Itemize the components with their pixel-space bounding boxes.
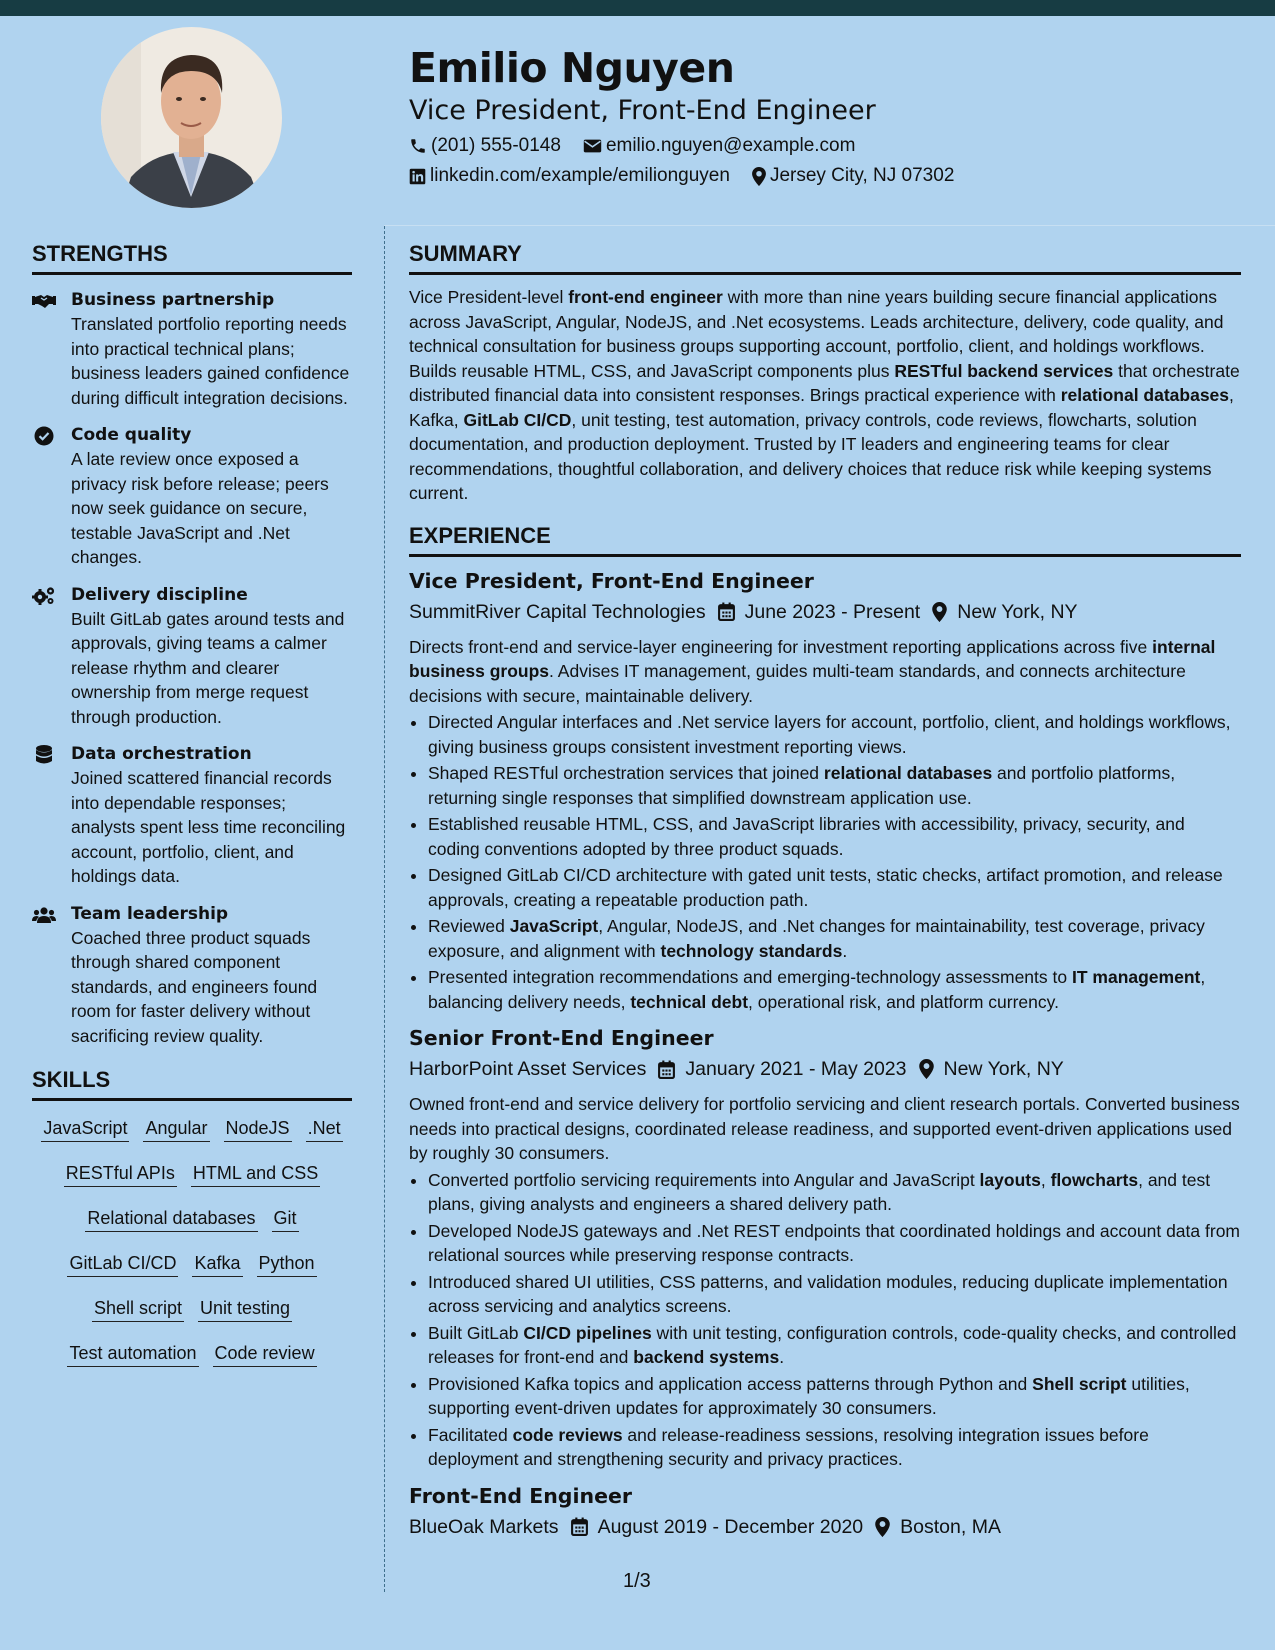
text-run: Designed GitLab CI/CD architecture with gated unit tests, static checks, artifact promotion, and release approvals, creating a repeatable production path. xyxy=(428,865,1223,910)
skill-tag: Unit testing xyxy=(198,1297,292,1322)
emphasis-text: RESTful backend services xyxy=(894,360,1114,381)
skill-tag: JavaScript xyxy=(41,1117,129,1142)
emphasis-text: internal business groups xyxy=(409,636,1216,681)
strength-item xyxy=(32,583,352,730)
experience-heading: EXPERIENCE xyxy=(409,522,551,548)
handshake-icon xyxy=(32,291,56,311)
emphasis-text: CI/CD pipelines xyxy=(523,1322,652,1343)
emphasis-text: backend systems xyxy=(633,1347,780,1367)
strength-description: Translated portfolio reporting needs into practical technical plans; business leaders gained confidence during difficult integration decisions. xyxy=(71,314,350,408)
experience-list xyxy=(409,567,1241,1540)
text-run: , Angular, NodeJS, and .Net changes for maintainability, test coverage, privacy exposure, and alignment with xyxy=(428,916,1205,961)
job-location: New York, NY xyxy=(957,600,1078,623)
skill-row xyxy=(32,1207,352,1232)
emphasis-text: front-end engineer xyxy=(568,287,723,307)
map-pin-icon xyxy=(919,1059,934,1079)
emphasis-text: layouts xyxy=(979,1169,1041,1190)
bullet-item xyxy=(428,761,1241,810)
text-run: Directs front-end and service-layer engineering for investment reporting applications across five xyxy=(409,636,1153,657)
emphasis-text: relational databases xyxy=(823,763,993,783)
contact-row-2 xyxy=(409,164,1259,188)
gears-icon xyxy=(32,586,56,606)
skills-heading: SKILLS xyxy=(32,1067,111,1092)
text-run: Facilitated xyxy=(428,1424,513,1445)
location-contact xyxy=(752,164,954,188)
emphasis-text: JavaScript xyxy=(509,916,599,936)
calendar-icon xyxy=(658,1060,675,1079)
phone-contact xyxy=(409,134,561,158)
left-column xyxy=(32,240,352,1367)
calendar-icon xyxy=(571,1517,588,1536)
job-location: Boston, MA xyxy=(900,1515,1001,1538)
profile-photo xyxy=(101,27,282,208)
text-run: Introduced shared UI utilities, CSS patterns, and validation modules, reducing duplicate implementation across servicing and analytics screens. xyxy=(428,1271,1228,1316)
emphasis-text: IT management xyxy=(1071,967,1201,987)
strength-description: Built GitLab gates around tests and approvals, giving teams a calmer release rhythm and clearer ownership from merge request through production. xyxy=(71,608,345,727)
skill-tag: Git xyxy=(272,1207,299,1232)
strength-title: Business partnership xyxy=(71,290,275,310)
bullet-item xyxy=(428,1321,1241,1370)
job-dates: January 2021 - May 2023 xyxy=(685,1058,907,1080)
text-run: Presented integration recommendations and emerging-technology assessments to xyxy=(428,967,1072,987)
bullet-item xyxy=(428,1372,1241,1421)
text-run: . xyxy=(779,1347,785,1367)
strength-title: Delivery discipline xyxy=(71,584,248,605)
job-entry xyxy=(409,567,1241,1015)
candidate-name: Emilio Nguyen xyxy=(409,44,735,92)
phone-text: (201) 555-0148 xyxy=(431,135,561,156)
map-pin-icon xyxy=(875,1517,890,1537)
skill-row xyxy=(32,1252,352,1277)
bullet-item xyxy=(428,1168,1241,1217)
emphasis-text: technology standards xyxy=(660,940,843,961)
skill-tag: HTML and CSS xyxy=(191,1162,320,1187)
calendar-icon xyxy=(718,602,735,621)
skills-list xyxy=(32,1117,352,1367)
text-run: and portfolio platforms, returning single responses that simplified downstream application use. xyxy=(428,763,1176,808)
strength-title: Code quality xyxy=(71,425,192,445)
bullet-item xyxy=(428,812,1241,861)
job-dates: August 2019 - December 2020 xyxy=(597,1515,864,1538)
bullet-item xyxy=(428,710,1241,759)
text-run: Established reusable HTML, CSS, and JavaScript libraries with accessibility, privacy, security, and coding conventions adopted by three product squads. xyxy=(428,814,1185,859)
job-title: Vice President, Front-End Engineer xyxy=(409,568,814,593)
job-title: Senior Front-End Engineer xyxy=(409,1026,714,1050)
emphasis-text: Shell script xyxy=(1032,1373,1127,1394)
summary-heading: SUMMARY xyxy=(409,241,522,266)
skill-tag: Relational databases xyxy=(85,1207,257,1232)
job-meta xyxy=(409,1514,1241,1540)
text-run: Developed NodeJS gateways and .Net REST endpoints that coordinated holdings and account data from relational sources while preserving response contracts. xyxy=(428,1220,1240,1265)
job-bullets xyxy=(409,710,1241,1014)
skill-row xyxy=(32,1342,352,1367)
skill-tag: Test automation xyxy=(67,1342,198,1367)
text-run: , operational risk, and platform currency. xyxy=(748,991,1059,1012)
skills-rule xyxy=(32,1098,352,1101)
text-run: Vice President-level xyxy=(409,287,569,307)
strength-item xyxy=(32,742,352,889)
text-run: Shaped RESTful orchestration services that joined xyxy=(428,763,824,783)
skills-section xyxy=(32,1066,352,1367)
company-name: SummitRiver Capital Technologies xyxy=(409,600,706,623)
map-pin-icon xyxy=(932,602,947,622)
summary-rule xyxy=(409,272,1241,275)
candidate-title: Vice President, Front-End Engineer xyxy=(409,95,876,126)
strengths-rule xyxy=(32,272,352,275)
job-meta xyxy=(409,1056,1241,1082)
page-number: 1/3 xyxy=(623,1570,651,1592)
linkedin-text[interactable]: linkedin.com/example/emilionguyen xyxy=(430,165,730,186)
email-contact[interactable] xyxy=(583,134,856,158)
text-run: Reviewed xyxy=(428,916,510,936)
job-bullets xyxy=(409,1168,1241,1472)
text-run: and release-readiness sessions, resolving integration issues before deployment and strengthening security and privacy practices. xyxy=(428,1424,1149,1469)
emphasis-text: relational databases xyxy=(1060,385,1230,405)
strength-title: Team leadership xyxy=(71,903,229,924)
resume-header xyxy=(409,42,1259,188)
job-title: Front-End Engineer xyxy=(409,1483,633,1508)
skill-tag: Python xyxy=(257,1252,317,1277)
text-run: , balancing delivery needs, xyxy=(428,967,1206,1012)
job-entry xyxy=(409,1482,1241,1540)
linkedin-icon xyxy=(409,168,426,185)
strength-item xyxy=(32,288,352,410)
skill-tag: Shell script xyxy=(92,1297,184,1322)
strengths-heading: STRENGTHS xyxy=(32,241,168,266)
map-pin-icon xyxy=(752,167,766,186)
bullet-item xyxy=(428,863,1241,912)
experience-rule xyxy=(409,554,1241,557)
right-column xyxy=(409,240,1241,1540)
skill-tag: RESTful APIs xyxy=(64,1162,177,1187)
text-run: , Kafka, xyxy=(409,385,1234,430)
linkedin-contact[interactable] xyxy=(409,164,730,188)
company-name: BlueOak Markets xyxy=(409,1515,559,1538)
text-run: . xyxy=(842,940,848,961)
text-run: Converted portfolio servicing requirements into Angular and JavaScript xyxy=(428,1169,980,1190)
skill-tag: Angular xyxy=(143,1117,209,1142)
bullet-item xyxy=(428,1423,1241,1472)
bullet-item xyxy=(428,914,1241,963)
summary-text xyxy=(409,285,1241,506)
column-divider xyxy=(384,226,385,1592)
text-run: , and test plans, giving analysts and engineers a shared delivery path. xyxy=(428,1169,1211,1214)
header-divider xyxy=(384,225,1275,226)
emphasis-text: GitLab CI/CD xyxy=(463,409,572,430)
text-run: Provisioned Kafka topics and application access patterns through Python and xyxy=(428,1373,1033,1394)
strength-item xyxy=(32,423,352,570)
skill-row xyxy=(32,1162,352,1187)
skill-tag: GitLab CI/CD xyxy=(67,1252,178,1277)
job-meta xyxy=(409,599,1241,625)
email-text[interactable]: emilio.nguyen@example.com xyxy=(605,135,856,156)
skill-tag: Kafka xyxy=(192,1252,242,1277)
text-run: Directed Angular interfaces and .Net service layers for account, portfolio, client, and holdings workflows, giving business groups consistent investment reporting views. xyxy=(428,712,1231,757)
strength-description: Joined scattered financial records into dependable responses; analysts spent less time reconciling account, portfolio, client, and holdings data. xyxy=(71,768,346,886)
strength-description: Coached three product squads through shared component standards, and engineers found room for faster delivery without sacrificing review quality. xyxy=(71,927,318,1046)
strength-title: Data orchestration xyxy=(71,744,252,764)
database-icon xyxy=(32,745,56,765)
job-location: New York, NY xyxy=(943,1058,1064,1080)
text-run: Built GitLab xyxy=(428,1322,524,1343)
strength-description: A late review once exposed a privacy risk before release; peers now seek guidance on secure, testable JavaScript and .Net changes. xyxy=(71,449,329,567)
text-run: Owned front-end and service delivery for portfolio servicing and client research portals. Converted business needs into practical designs, coordinated release readiness, and supported event-driven applications used by roughly 30 consumers. xyxy=(409,1094,1240,1163)
company-name: HarborPoint Asset Services xyxy=(409,1058,647,1080)
text-run: , unit testing, test automation, privacy controls, code reviews, flowcharts, solution documentation, and production deployment. Trusted by IT leaders and engineering teams for clear recommendations, thoughtful collaboration, and delivery choices that reduce risk while keeping systems current. xyxy=(409,409,1212,503)
envelope-icon xyxy=(583,138,602,154)
job-entry xyxy=(409,1024,1241,1472)
skill-tag: .Net xyxy=(306,1117,343,1142)
phone-icon xyxy=(409,137,427,155)
emphasis-text: code reviews xyxy=(512,1424,623,1445)
skill-tag: NodeJS xyxy=(224,1117,292,1142)
top-accent-bar xyxy=(0,0,1275,16)
strength-item xyxy=(32,902,352,1049)
bullet-item xyxy=(428,1270,1241,1319)
location-text: Jersey City, NJ 07302 xyxy=(769,165,955,186)
text-run: with more than nine years building secure financial applications across JavaScript, Angular, NodeJS, and .Net ecosystems. Leads architecture, delivery, code quality, and technical consultation for business groups supporting account, portfolio, client, and holdings workflows. Builds reusable HTML, CSS, and JavaScript components plus xyxy=(409,287,1224,381)
users-icon xyxy=(32,905,56,925)
contact-row xyxy=(409,134,1259,158)
job-dates: June 2023 - Present xyxy=(744,600,921,623)
job-description xyxy=(409,635,1241,709)
bullet-item xyxy=(428,965,1241,1014)
text-run: that orchestrate distributed financial data into consistent responses. Brings practical experience with xyxy=(409,360,1240,405)
text-run: , xyxy=(1040,1169,1051,1190)
emphasis-text: flowcharts xyxy=(1050,1169,1139,1190)
emphasis-text: technical debt xyxy=(630,991,749,1012)
bullet-item xyxy=(428,1219,1241,1268)
job-description xyxy=(409,1092,1241,1166)
skill-row xyxy=(32,1297,352,1322)
check-circle-icon xyxy=(32,426,56,446)
skill-row xyxy=(32,1117,352,1142)
text-run: utilities, supporting event-driven updates for approximately 30 consumers. xyxy=(428,1373,1190,1418)
text-run: . Advises IT management, guides multi-team standards, and connects architecture decisions with secure, maintainable delivery. xyxy=(409,661,1186,706)
text-run: with unit testing, configuration controls, code-quality checks, and controlled releases for front-end and xyxy=(428,1322,1237,1367)
skill-tag: Code review xyxy=(213,1342,317,1367)
